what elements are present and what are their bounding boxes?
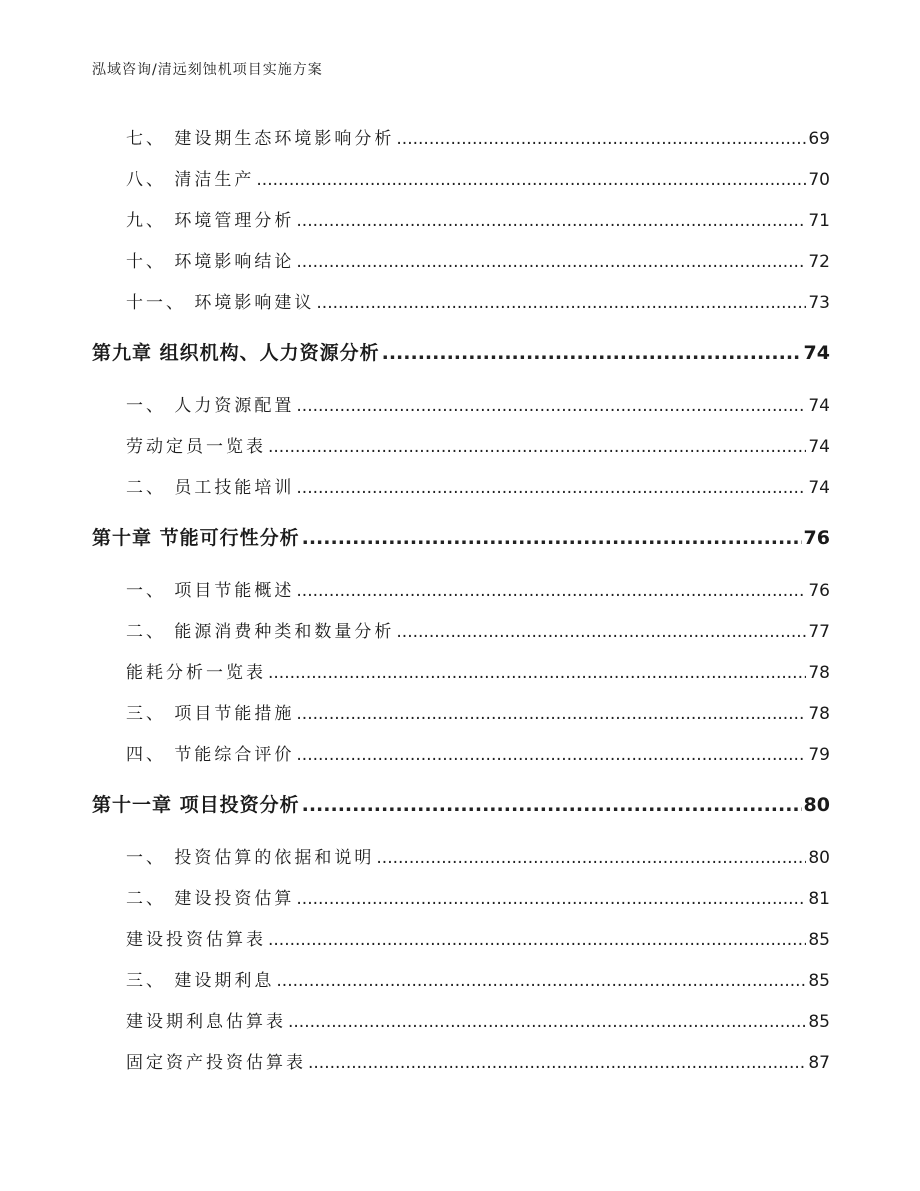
toc-entry-label: 一、 人力资源配置: [126, 396, 295, 416]
dot-leader: [268, 930, 806, 950]
toc-entry-label: 建设期利息估算表: [126, 1012, 286, 1032]
dot-leader: [276, 971, 806, 991]
toc-chapter[interactable]: [92, 790, 830, 817]
toc-entry[interactable]: [126, 247, 830, 272]
toc-entry-label: 十、 环境影响结论: [126, 252, 295, 272]
dot-leader: [296, 581, 806, 601]
dot-leader: [268, 437, 806, 457]
toc-entry[interactable]: [126, 658, 830, 683]
toc-page-number: 74: [803, 342, 830, 364]
toc-page-number: 85: [808, 930, 830, 950]
toc-entry[interactable]: [126, 740, 830, 765]
dot-leader: [308, 1053, 806, 1073]
dot-leader: [296, 889, 806, 909]
dot-leader: [256, 170, 806, 190]
toc-entry[interactable]: [126, 617, 830, 642]
toc-page-number: 80: [803, 794, 830, 816]
toc-entry-label: 二、 建设投资估算: [126, 889, 295, 909]
dot-leader: [396, 622, 806, 642]
toc-page-number: 85: [808, 1012, 830, 1032]
toc-page-number: 74: [808, 396, 830, 416]
toc-entry-label: 能耗分析一览表: [126, 663, 266, 683]
toc-entry[interactable]: [126, 966, 830, 991]
toc-page-number: 71: [808, 211, 830, 231]
toc-entry-label: 二、 员工技能培训: [126, 478, 295, 498]
toc-entry[interactable]: [126, 288, 830, 313]
toc-entry-label: 三、 项目节能措施: [126, 704, 295, 724]
toc-entry[interactable]: [126, 576, 830, 601]
dot-leader: [296, 745, 806, 765]
dot-leader: [296, 252, 806, 272]
toc-page-number: 77: [808, 622, 830, 642]
dot-leader: [296, 211, 806, 231]
toc-entry[interactable]: [126, 391, 830, 416]
dot-leader: [268, 663, 806, 683]
dot-leader: [316, 293, 806, 313]
toc-chapter-label: 第九章 组织机构、人力资源分析: [92, 342, 380, 364]
toc-entry-label: 四、 节能综合评价: [126, 745, 295, 765]
toc-page-number: 74: [808, 478, 830, 498]
toc-page-number: 72: [808, 252, 830, 272]
toc-entry[interactable]: [126, 432, 830, 457]
toc-entry-label: 七、 建设期生态环境影响分析: [126, 129, 395, 149]
dot-leader: [302, 794, 802, 816]
toc-entry-label: 建设投资估算表: [126, 930, 266, 950]
dot-leader: [302, 527, 802, 549]
toc-page-number: 78: [808, 663, 830, 683]
toc-chapter-label: 第十章 节能可行性分析: [92, 527, 300, 549]
toc-entry-label: 一、 投资估算的依据和说明: [126, 848, 375, 868]
dot-leader: [296, 704, 806, 724]
dot-leader: [396, 129, 806, 149]
toc-entry[interactable]: [126, 843, 830, 868]
toc-entry-label: 八、 清洁生产: [126, 170, 255, 190]
toc-page-number: 76: [803, 527, 830, 549]
dot-leader: [382, 342, 802, 364]
toc-page-number: 69: [808, 129, 830, 149]
dot-leader: [376, 848, 806, 868]
toc-page-number: 70: [808, 170, 830, 190]
toc-entry-label: 九、 环境管理分析: [126, 211, 295, 231]
toc-entry-label: 劳动定员一览表: [126, 437, 266, 457]
dot-leader: [296, 478, 806, 498]
toc-chapter-label: 第十一章 项目投资分析: [92, 794, 300, 816]
toc-entry[interactable]: [126, 206, 830, 231]
toc-entry-label: 二、 能源消费种类和数量分析: [126, 622, 395, 642]
toc-entry-label: 一、 项目节能概述: [126, 581, 295, 601]
toc-entry[interactable]: [126, 699, 830, 724]
toc-page-number: 87: [808, 1053, 830, 1073]
toc-entry-label: 十一、 环境影响建议: [126, 293, 315, 313]
toc-entry[interactable]: [126, 473, 830, 498]
dot-leader: [288, 1012, 806, 1032]
toc-page-number: 74: [808, 437, 830, 457]
toc-entry[interactable]: [126, 1048, 830, 1073]
dot-leader: [296, 396, 806, 416]
toc-entry[interactable]: [126, 124, 830, 149]
toc-chapter[interactable]: [92, 338, 830, 365]
toc-entry[interactable]: [126, 1007, 830, 1032]
toc-entry-label: 三、 建设期利息: [126, 971, 275, 991]
toc-entry[interactable]: [126, 165, 830, 190]
toc-entry[interactable]: [126, 884, 830, 909]
page-header: 泓域咨询/清远刻蚀机项目实施方案: [92, 62, 323, 78]
toc-page-number: 85: [808, 971, 830, 991]
toc-page-number: 78: [808, 704, 830, 724]
toc-page-number: 81: [808, 889, 830, 909]
toc-entry-label: 固定资产投资估算表: [126, 1053, 306, 1073]
toc-page-number: 79: [808, 745, 830, 765]
toc-page-number: 76: [808, 581, 830, 601]
toc-chapter[interactable]: [92, 523, 830, 550]
toc-page-number: 73: [808, 293, 830, 313]
toc-page-number: 80: [808, 848, 830, 868]
toc-entry[interactable]: [126, 925, 830, 950]
